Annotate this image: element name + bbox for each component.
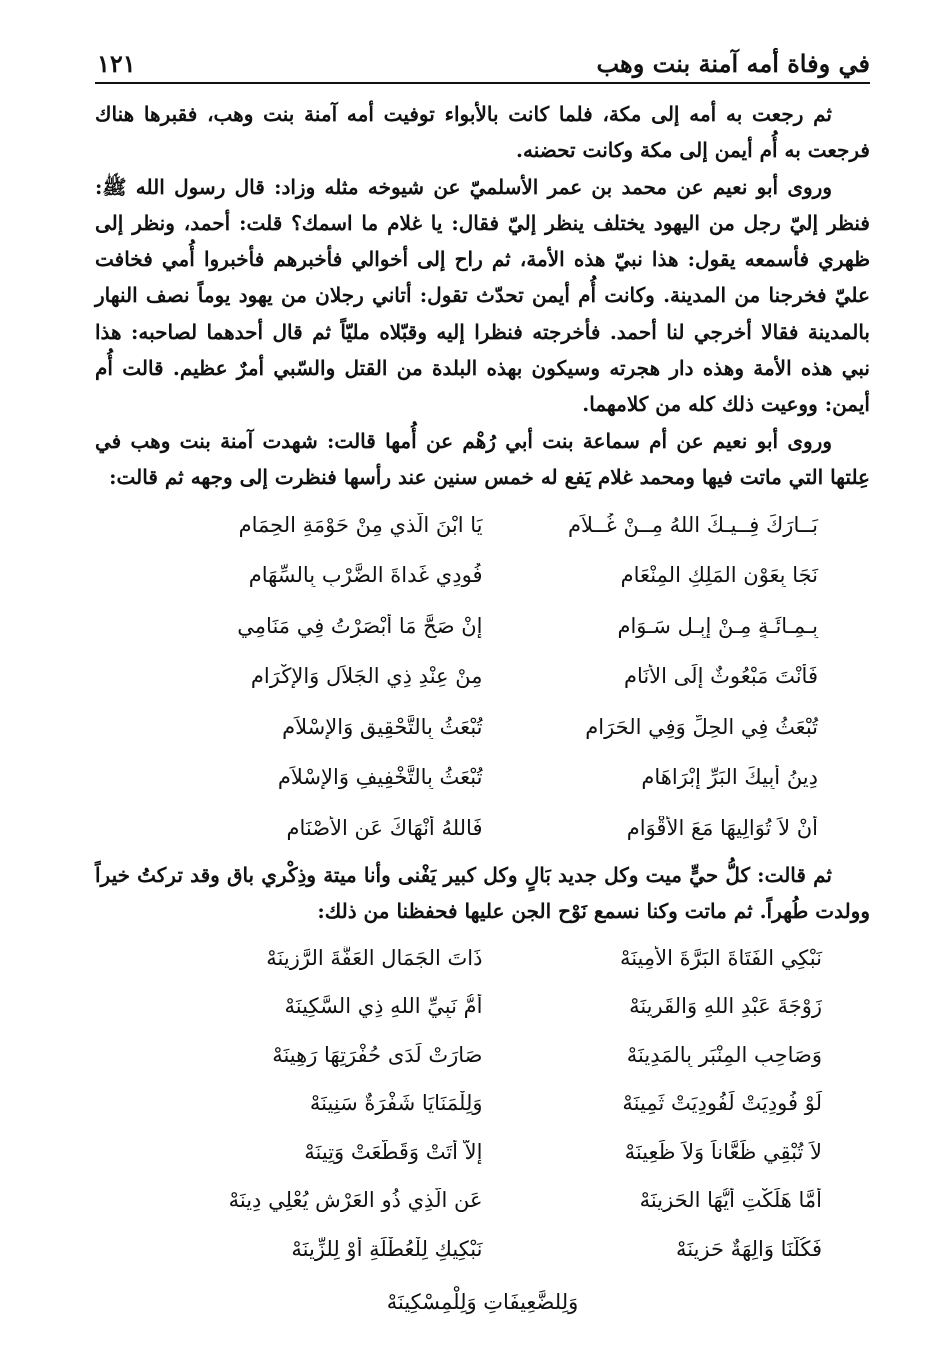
verse-second-hemistich: إِنْ صَحَّ مَا أَبْصَرْتُ فِي مَنَامِي xyxy=(237,613,483,638)
verse-first-hemistich: نَبْكِي الفَتَاةَ البَرَّةَ الأَمِينَهْ xyxy=(619,945,822,970)
verse xyxy=(95,600,870,651)
verse-first-hemistich: دِينُ أَبِيكَ البَرِّ إِبْرَاهَامِ xyxy=(641,765,818,790)
verse-first-hemistich: زَوْجَةَ عَبْدِ اللهِ وَالقَرِينَهْ xyxy=(629,994,822,1019)
verse-first-hemistich: بِـمِـائَـةٍ مِـنْ إِبِـلٍ سَـوَامِ xyxy=(617,613,818,638)
verse-second-hemistich: تُبْعَثُ بِالتَّحْقِيقِ وَالإِسْلاَمِ xyxy=(282,714,483,739)
verse xyxy=(95,550,870,601)
verse-first-hemistich: أَنْ لاَ تُوَالِيهَا مَعَ الأَقْوَامِ xyxy=(626,815,818,840)
verse-second-hemistich: فُودِي غَداةَ الضَّرْبِ بِالسِّهَامِ xyxy=(248,563,483,588)
verse xyxy=(95,1176,870,1225)
verse-second-hemistich: صَارَتْ لَدَى حُفْرَتِهَا رَهِينَهْ xyxy=(272,1042,483,1067)
verse-first-hemistich: فَكُلُّنَا وَالِهَةٌ حَزِينَهْ xyxy=(676,1236,822,1261)
paragraph-1: ثم رجعت به أمه إلى مكة، فلما كانت بالأبواء توفيت أمه آمنة بنت وهب، فقبرها هناك فرجعت به أُم أيمن إلى مكة وكانت تحضنه. xyxy=(95,102,870,163)
verse-second-hemistich: يَا ابْنَ الَّذي مِنْ حَوْمَةِ الحِمَامِ xyxy=(238,512,483,537)
verse-first-hemistich: أَمَّا هَلَكْتِ أَيُّهَا الحَزِينَهْ xyxy=(639,1188,822,1213)
verse-second-hemistich: فَاللهُ أَنْهَاكَ عَنِ الأَصْنَامِ xyxy=(286,815,483,840)
verse-second-hemistich: إِلاَّ أَتَتْ وَقَطَّعَتْ وَتِينَهْ xyxy=(304,1139,483,1164)
verse-second-hemistich: عَنِ الَّذِي ذُو العَرْشِ يُعْلِي دِينَهْ xyxy=(228,1188,483,1213)
verse-first-hemistich: لاَ تُبْقِي ظَعَّاناً وَلاَ ظَعِينَهْ xyxy=(624,1139,822,1164)
verse xyxy=(95,651,870,702)
verse-first-hemistich: لَوْ فُودِيَتْ لَفُودِيَتْ ثَمِينَهْ xyxy=(622,1091,822,1116)
paragraph-3: وروى أبو نعيم عن أم سماعة بنت أبي رُهْم عن أُمها قالت: شهدت آمنة بنت وهب في عِلتها التي ماتت فيها ومحمد غلام يَفع له خمس سنين عند رأسها فنظرت إلى وجهه ثم قالت: xyxy=(95,428,870,489)
verse-second-hemistich: مِنْ عِنْدِ ذِي الجَلاَلِ وَالإِكْرَامِ xyxy=(250,664,483,689)
verse-first-hemistich: وَصَاحِبِ المِنْبَرِ بِالمَدِينَهْ xyxy=(626,1042,822,1067)
book-page xyxy=(95,40,870,1340)
closing-verse-line: وَلِلضَّعِيفَاتِ وَلِلْمِسْكِينَهْ xyxy=(386,1289,579,1314)
verse-second-hemistich: أُمُّ نَبِيِّ اللهِ ذِي السَّكِينَهْ xyxy=(284,994,483,1019)
page-header xyxy=(95,40,870,84)
paragraph-2: وروى أبو نعيم عن محمد بن عمر الأسلميّ عن شيوخه مثله وزاد: قال رسول الله ﷺ: فنظر إليّ رجل من اليهود يختلف ينظر إليّ فقال: يا غلام ما اسمك؟ قلت: أحمد، ونظر إلى ظهري فأسمعه يقول: هذا نبيّ هذه الأمة، ثم راح إلى أخوالي فأخبرهم فأخبروا أُمي فخافت عليّ فخرجنا من المدينة. وكانت أُم أيمن تحدّث تقول: أتاني رجلان من يهود يوماً نصف النهار بالمدينة فقالا أخرجي لنا أحمد. فأخرجته فنظرا إليه وقبّلاه مليّاً ثم قال أحدهما لصاحبه: هذا نبي هذه الأمة وهذه دار هجرته وسيكون بهذه البلدة من القتل والسّبي أمرٌ عظيم. قالت أُم أيمن: ووعيت ذلك كله من كلامهما. xyxy=(95,174,870,417)
verse xyxy=(95,982,870,1031)
verse xyxy=(95,701,870,752)
verse-second-hemistich: وَلِلْمَنَايَا شَفْرَةٌ سَنِينَهْ xyxy=(309,1091,483,1116)
verse-second-hemistich: نَبْكِيكِ لِلْعُطْلَةِ أَوْ لِلزِّينَهْ xyxy=(291,1236,483,1261)
verse xyxy=(95,499,870,550)
verse xyxy=(95,752,870,803)
verse-second-hemistich: ذَاتَ الجَمَالِ العَفَّةَ الرَّزِينَهْ xyxy=(266,945,483,970)
verse-first-hemistich: تُبْعَثُ فِي الحِلِّ وَفِي الحَرَامِ xyxy=(585,714,818,739)
verse-first-hemistich: فَأَنْتَ مَبْعُوثٌ إِلَى الأَنَامِ xyxy=(623,664,818,689)
page-body xyxy=(95,96,870,1327)
verse xyxy=(95,802,870,853)
verse-first-hemistich: نَجَا بِعَوْنِ المَلِكِ المِنْعَامِ xyxy=(620,563,818,588)
poem-jinn-lament xyxy=(95,933,870,1273)
paragraph-4: ثم قالت: كلُّ حيٍّ ميت وكل جديد بَالٍ وكل كبير يَفْنى وأنا ميتة وذِكْري باق وقد تركتُ خيراً وولدت طُهراً. ثم ماتت وكنا نسمع نَوْح الجن عليها فحفظنا من ذلك: xyxy=(95,862,870,924)
verse xyxy=(95,933,870,982)
verse xyxy=(95,1127,870,1176)
page-number: ١٢١ xyxy=(97,49,136,78)
verse-first-hemistich: بَــارَكَ فِــيـكَ اللهُ مِــنْ غُــلاَمِ xyxy=(567,512,818,537)
verse xyxy=(95,1224,870,1273)
verse-second-hemistich: تُبْعَثُ بِالتَّخْفِيفِ وَالإِسْلاَمِ xyxy=(277,765,483,790)
poem-amina xyxy=(95,499,870,853)
verse xyxy=(95,1079,870,1128)
verse xyxy=(95,1030,870,1079)
running-title: في وفاة أمه آمنة بنت وهب xyxy=(596,49,870,78)
